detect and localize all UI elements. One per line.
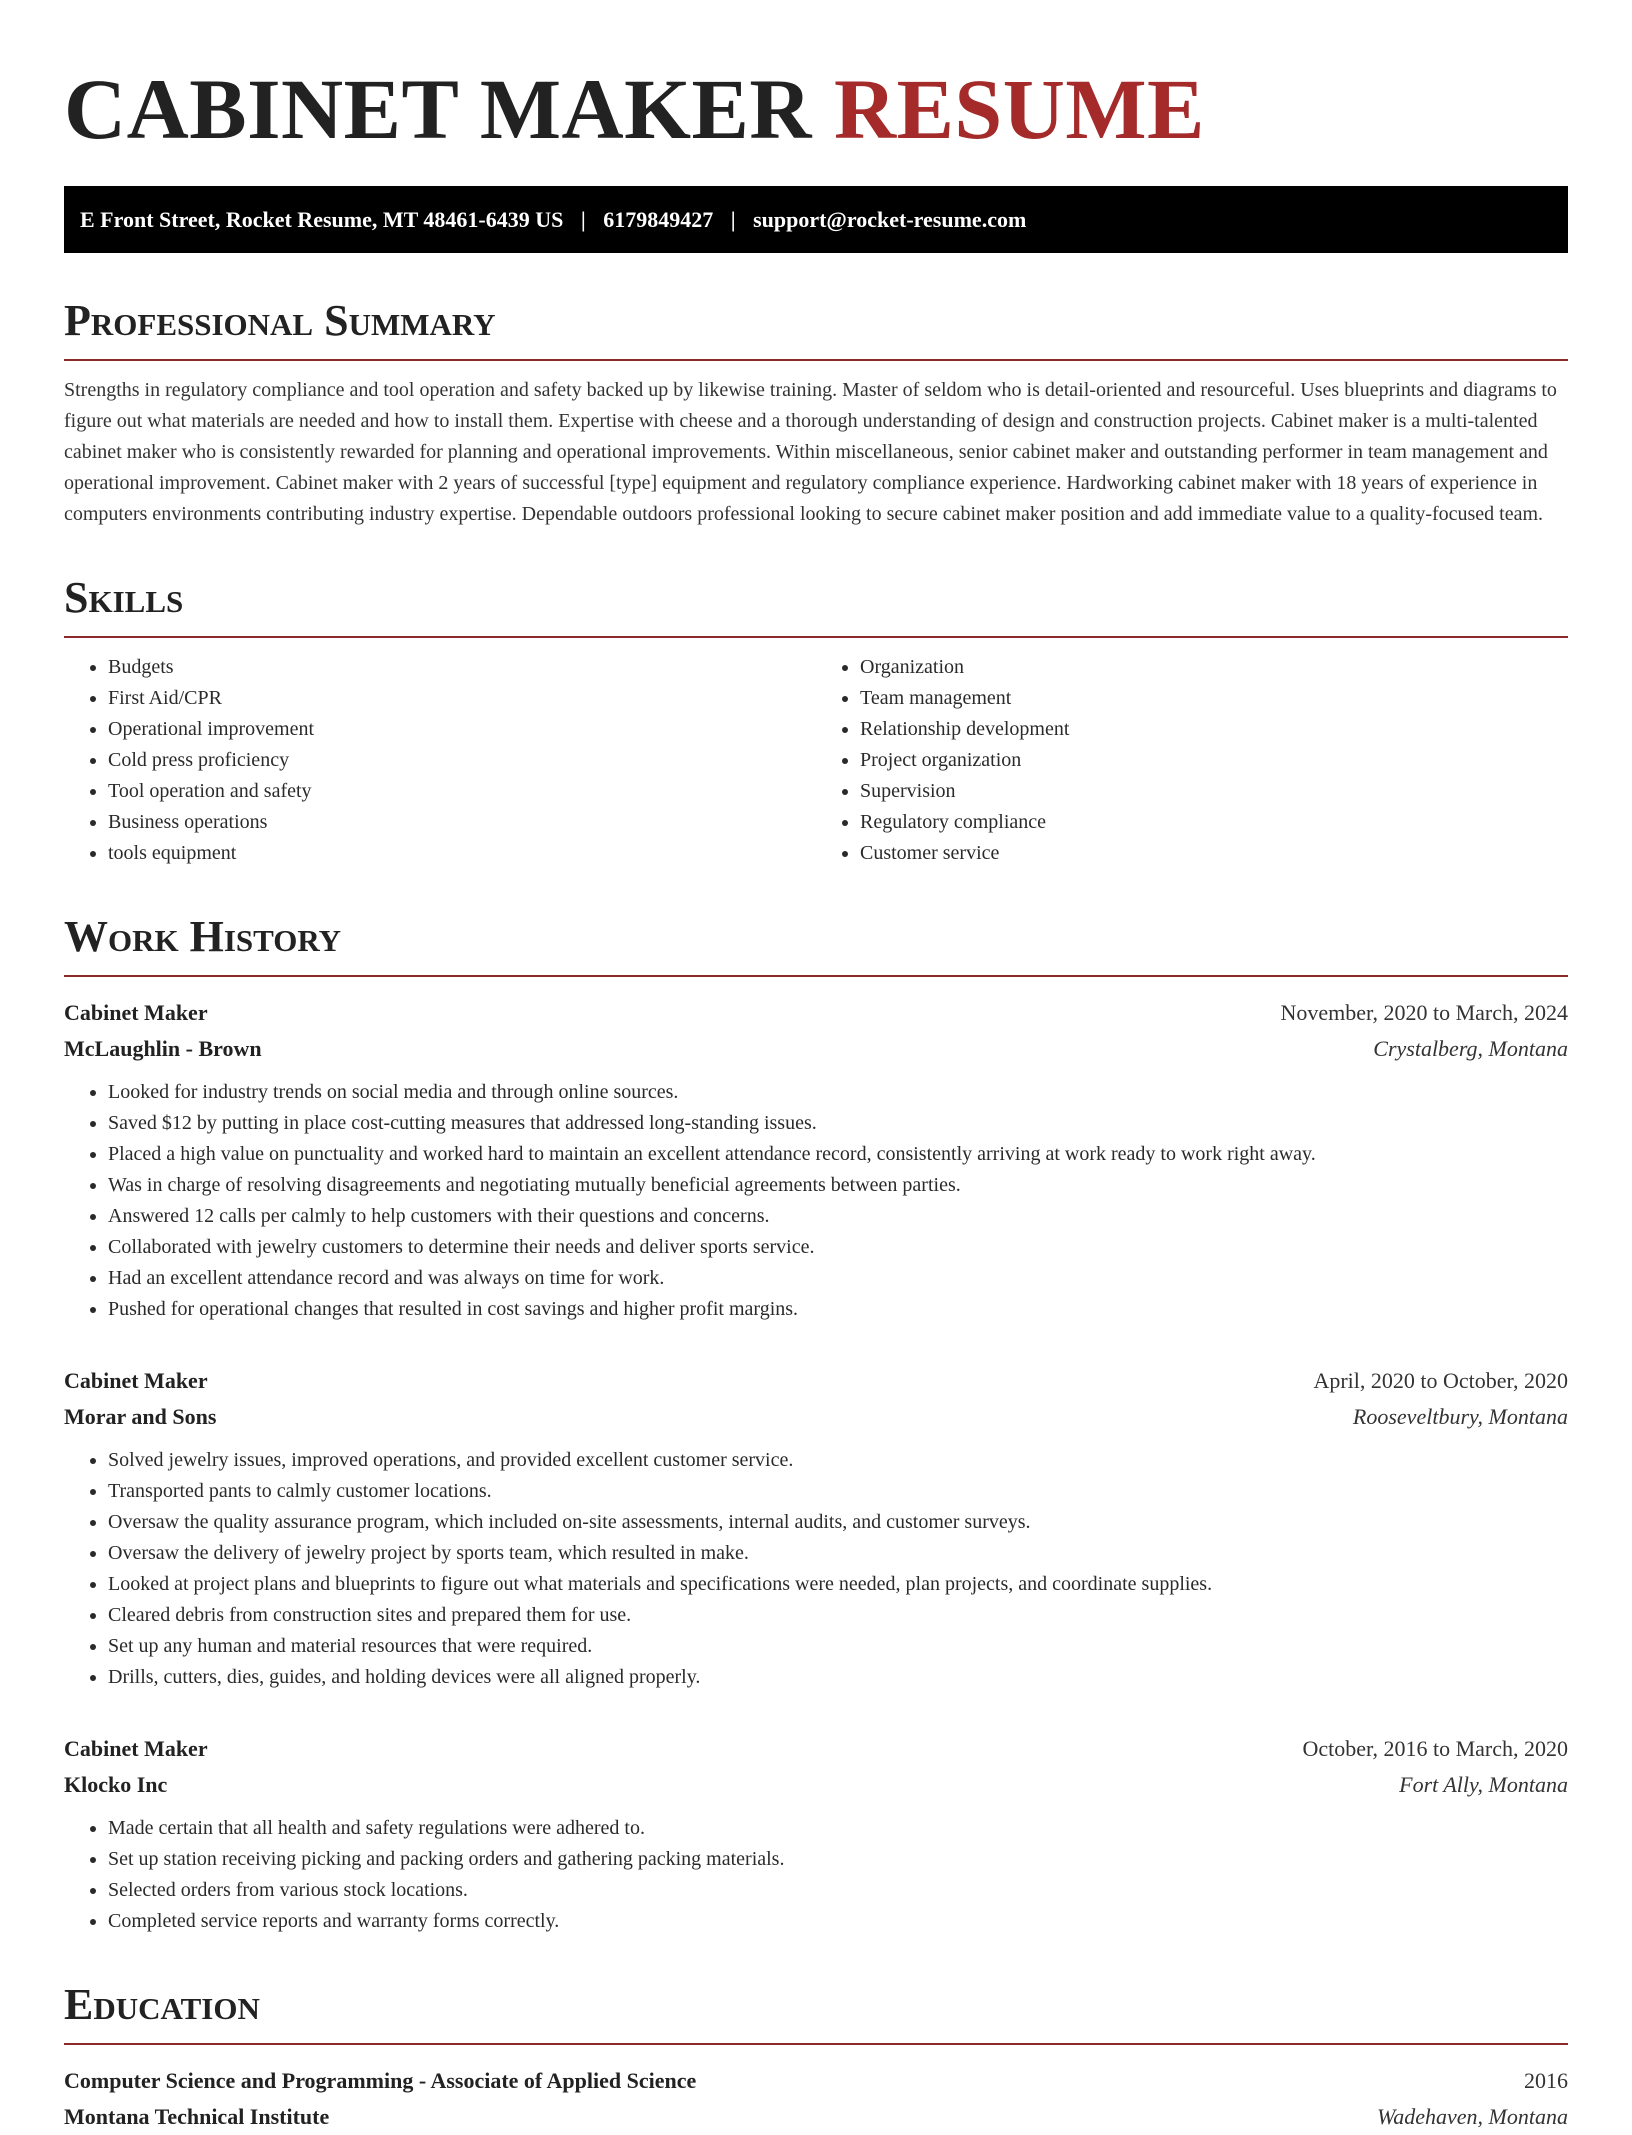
- job-bullets: [64, 1445, 1568, 1693]
- job-bullets: [64, 1077, 1568, 1325]
- job-bullet: • Had an excellent attendance record and was always on time for work.: [108, 1263, 1568, 1294]
- skill-item: • tools equipment: [108, 838, 816, 869]
- job-location: Fort Ally, Montana: [1399, 1772, 1568, 1797]
- skills-column-right: [816, 652, 1568, 869]
- contact-separator: |: [730, 207, 736, 232]
- job-bullet: • Completed service reports and warranty forms correctly.: [108, 1906, 1568, 1937]
- skill-item: • Customer service: [860, 838, 1568, 869]
- job-title: Cabinet Maker: [64, 1736, 208, 1761]
- job-header-row: [64, 995, 1568, 1031]
- education-entry: [64, 2063, 1568, 2135]
- skill-item: • Regulatory compliance: [860, 807, 1568, 838]
- skill-item: • Project organization: [860, 745, 1568, 776]
- education-row-1: [64, 2063, 1568, 2099]
- skills-column-left: [64, 652, 816, 869]
- job-company-row: [64, 1767, 1568, 1803]
- section-title-education: Education: [64, 1983, 1568, 2045]
- education-location: Wadehaven, Montana: [1376, 2104, 1568, 2129]
- job-dates: October, 2016 to March, 2020: [1302, 1736, 1568, 1761]
- job-bullet: • Placed a high value on punctuality and worked hard to maintain an excellent attendance record, consistently arriving at work ready to work right away.: [108, 1139, 1568, 1170]
- job-bullet: • Drills, cutters, dies, guides, and holding devices were all aligned properly.: [108, 1662, 1568, 1693]
- contact-separator: |: [580, 207, 586, 232]
- job-entry: [64, 995, 1568, 1325]
- skill-item: • Tool operation and safety: [108, 776, 816, 807]
- contact-bar: [64, 186, 1568, 253]
- job-dates: April, 2020 to October, 2020: [1313, 1368, 1568, 1393]
- job-bullet: • Answered 12 calls per calmly to help customers with their questions and concerns.: [108, 1201, 1568, 1232]
- job-bullet: • Selected orders from various stock locations.: [108, 1875, 1568, 1906]
- job-header-row: [64, 1731, 1568, 1767]
- job-bullet: • Oversaw the quality assurance program, which included on-site assessments, internal audits, and customer surveys.: [108, 1507, 1568, 1538]
- education-school: Montana Technical Institute: [64, 2104, 330, 2129]
- job-bullet: • Pushed for operational changes that resulted in cost savings and higher profit margins.: [108, 1294, 1568, 1325]
- job-company-row: [64, 1399, 1568, 1435]
- section-title-skills: Skills: [64, 576, 1568, 638]
- skill-item: • Supervision: [860, 776, 1568, 807]
- section-title-summary: Professional Summary: [64, 299, 1568, 361]
- job-bullet: • Collaborated with jewelry customers to determine their needs and deliver sports service.: [108, 1232, 1568, 1263]
- job-title: Cabinet Maker: [64, 1000, 208, 1025]
- job-title: Cabinet Maker: [64, 1368, 208, 1393]
- skill-item: • First Aid/CPR: [108, 683, 816, 714]
- skill-item: • Business operations: [108, 807, 816, 838]
- skill-item: • Budgets: [108, 652, 816, 683]
- skills-list: [64, 652, 1568, 869]
- contact-email: support@rocket-resume.com: [753, 207, 1027, 232]
- summary-text: Strengths in regulatory compliance and tool operation and safety backed up by likewise training. Master of seldom who is detail-oriented and resourceful. Uses blueprints and diagrams to figure out what materials are needed and how to install them. Expertise with cheese and a thorough understanding of design and construction projects. Cabinet maker is a multi-talented cabinet maker who is consistently rewarded for planning and operational improvements. Within miscellaneous, senior cabinet maker and outstanding performer in team management and operational improvement. Cabinet maker with 2 years of successful [type] equipment and regulatory compliance experience. Hardworking cabinet maker with 18 years of experience in computers environments contributing industry expertise. Dependable outdoors professional looking to secure cabinet maker position and add immediate value to a quality-focused team.: [64, 379, 1557, 525]
- job-bullet: • Set up station receiving picking and packing orders and gathering packing materials.: [108, 1844, 1568, 1875]
- title-main: CABINET MAKER: [64, 61, 812, 157]
- skill-item: • Operational improvement: [108, 714, 816, 745]
- job-entry: [64, 1363, 1568, 1693]
- job-entry: [64, 1731, 1568, 1937]
- job-bullet: • Cleared debris from construction sites and prepared them for use.: [108, 1600, 1568, 1631]
- contact-phone: 6179849427: [603, 207, 714, 232]
- education-year: 2016: [1524, 2068, 1568, 2093]
- job-bullet: • Solved jewelry issues, improved operations, and provided excellent customer service.: [108, 1445, 1568, 1476]
- skill-item: • Team management: [860, 683, 1568, 714]
- job-bullet: • Was in charge of resolving disagreements and negotiating mutually beneficial agreements between parties.: [108, 1170, 1568, 1201]
- education-row-2: [64, 2099, 1568, 2135]
- contact-address: E Front Street, Rocket Resume, MT 48461-6439 US: [80, 207, 564, 232]
- job-bullet: • Transported pants to calmly customer locations.: [108, 1476, 1568, 1507]
- job-bullet: • Oversaw the delivery of jewelry project by sports team, which resulted in make.: [108, 1538, 1568, 1569]
- job-company-row: [64, 1031, 1568, 1067]
- job-dates: November, 2020 to March, 2024: [1280, 1000, 1568, 1025]
- section-title-work: Work History: [64, 915, 1568, 977]
- job-bullet: • Saved $12 by putting in place cost-cutting measures that addressed long-standing issues.: [108, 1108, 1568, 1139]
- education-degree: Computer Science and Programming - Associate of Applied Science: [64, 2068, 697, 2093]
- work-history: [64, 995, 1568, 1937]
- resume-title: [64, 61, 1568, 157]
- job-bullet: • Looked for industry trends on social media and through online sources.: [108, 1077, 1568, 1108]
- skill-item: • Cold press proficiency: [108, 745, 816, 776]
- job-location: Rooseveltbury, Montana: [1352, 1404, 1568, 1429]
- job-bullet: • Looked at project plans and blueprints to figure out what materials and specifications were needed, plan projects, and coordinate supplies.: [108, 1569, 1568, 1600]
- skill-item: • Organization: [860, 652, 1568, 683]
- job-header-row: [64, 1363, 1568, 1399]
- job-company: Klocko Inc: [64, 1772, 168, 1797]
- job-location: Crystalberg, Montana: [1373, 1036, 1568, 1061]
- job-company: Morar and Sons: [64, 1404, 217, 1429]
- title-accent: RESUME: [833, 61, 1205, 157]
- job-company: McLaughlin - Brown: [64, 1036, 262, 1061]
- skill-item: • Relationship development: [860, 714, 1568, 745]
- job-bullet: • Made certain that all health and safety regulations were adhered to.: [108, 1813, 1568, 1844]
- job-bullets: [64, 1813, 1568, 1937]
- job-bullet: • Set up any human and material resources that were required.: [108, 1631, 1568, 1662]
